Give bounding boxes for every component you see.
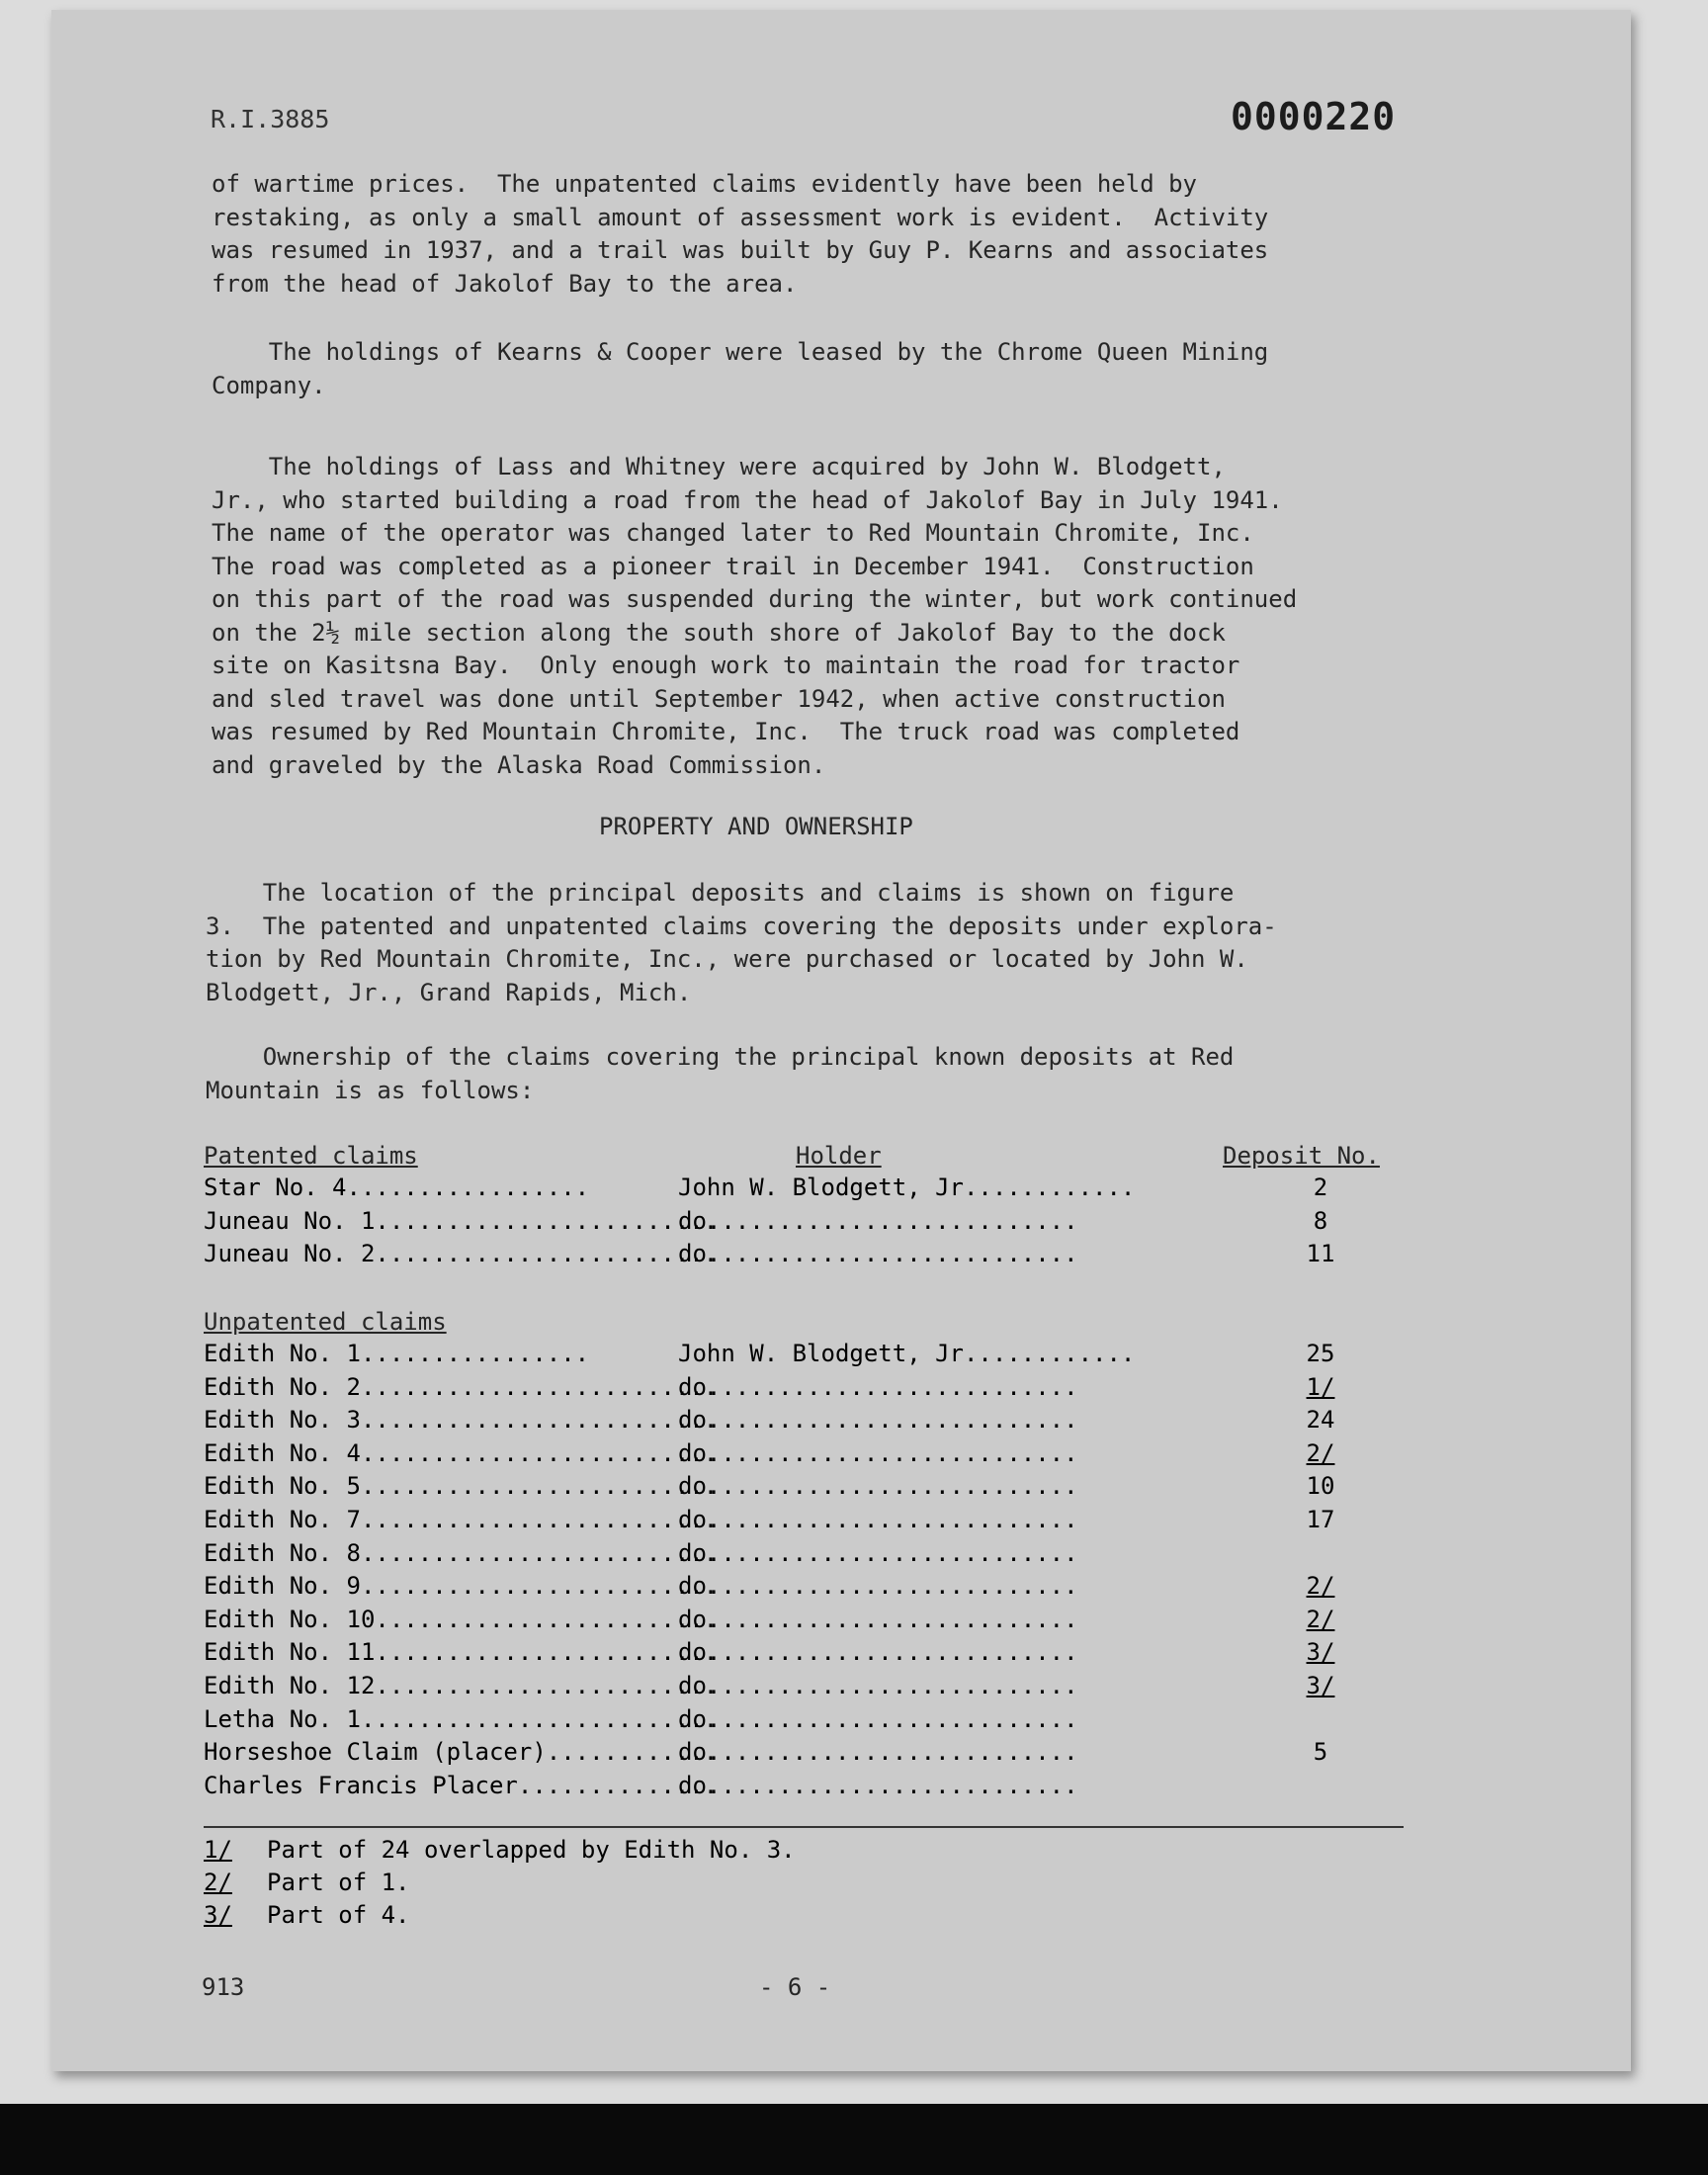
text-line: The name of the operator was changed later to Red Mountain Chromite, Inc. <box>212 519 1254 547</box>
text-line: was resumed by Red Mountain Chromite, Inc. The truck road was completed <box>212 718 1240 745</box>
scan-bottom-border <box>0 2104 1708 2175</box>
footnote <box>204 1836 796 1864</box>
footnote-text: Part of 24 overlapped by Edith No. 3. <box>267 1836 796 1864</box>
table-row <box>204 1506 1429 1538</box>
table-row <box>204 1638 1429 1671</box>
text-line: from the head of Jakolof Bay to the area. <box>212 269 798 298</box>
text-line: on the 2½ mile section along the south shore of Jakolof Bay to the dock <box>212 618 1226 647</box>
deposit-number: 1/ <box>1306 1372 1335 1401</box>
claim-holder: do.......................... <box>678 1472 1078 1501</box>
paragraph-lass-whitney <box>212 451 1297 782</box>
deposit-number: 5 <box>1313 1738 1328 1767</box>
footnote-mark: 1/ <box>204 1836 232 1864</box>
text-line: Mountain is as follows: <box>206 1076 535 1104</box>
text-line: was resumed in 1937, and a trail was built by Guy P. Kearns and associates <box>212 236 1269 264</box>
paragraph-location <box>206 877 1277 1009</box>
claim-name: Edith No. 9......................... <box>204 1572 719 1601</box>
table-row <box>204 1340 1429 1372</box>
text-line: on this part of the road was suspended during the winter, but work continued <box>212 585 1298 613</box>
text-line: The road was completed as a pioneer trail in December 1941. Construction <box>212 552 1254 580</box>
claim-holder: do.......................... <box>678 1771 1078 1799</box>
claim-holder: do.......................... <box>678 1538 1078 1567</box>
paragraph-kearns-cooper <box>212 336 1268 402</box>
claim-holder: do.......................... <box>678 1438 1078 1467</box>
claim-name: Edith No. 3......................... <box>204 1406 719 1435</box>
deposit-number: 3/ <box>1306 1672 1335 1699</box>
deposit-number: 2/ <box>1306 1572 1335 1601</box>
table-row <box>204 1174 1429 1206</box>
text-line: Ownership of the claims covering the principal known deposits at Red <box>206 1043 1235 1071</box>
table-row <box>204 1738 1429 1771</box>
claim-name: Juneau No. 2........................ <box>204 1240 719 1268</box>
claim-name: Edith No. 4......................... <box>204 1438 719 1467</box>
claim-name: Edith No. 7......................... <box>204 1506 719 1533</box>
table-row <box>204 1373 1429 1406</box>
unpatented-claims-heading: Unpatented claims <box>204 1308 447 1336</box>
claim-name: Edith No. 8......................... <box>204 1538 719 1567</box>
text-line: restaking, as only a small amount of assessment work is evident. Activity <box>212 203 1269 231</box>
claim-name: Edith No. 12........................ <box>204 1672 719 1699</box>
table-row <box>204 1572 1429 1605</box>
claim-holder: do.......................... <box>678 1372 1078 1401</box>
deposit-number: 8 <box>1313 1206 1328 1235</box>
deposit-number: 11 <box>1306 1240 1335 1268</box>
column-header-deposit-no: Deposit No. <box>1223 1142 1380 1170</box>
table-row <box>204 1439 1429 1472</box>
text-line: of wartime prices. The unpatented claims evidently have been held by <box>212 170 1197 198</box>
text-line: The location of the principal deposits and claims is shown on figure <box>206 879 1235 907</box>
footnote <box>204 1901 410 1929</box>
text-line: 3. The patented and unpatented claims covering the deposits under explora- <box>206 912 1277 940</box>
text-line: Jr., who started building a road from the head of Jakolof Bay in July 1941. <box>212 485 1283 514</box>
deposit-number: 2/ <box>1306 1605 1335 1633</box>
deposit-number: 2 <box>1313 1174 1328 1201</box>
table-row <box>204 1406 1429 1438</box>
claim-holder: do.......................... <box>678 1206 1078 1235</box>
text-line: Blodgett, Jr., Grand Rapids, Mich. <box>206 978 692 1006</box>
text-line: The holdings of Lass and Whitney were acquired by John W. Blodgett, <box>212 453 1226 480</box>
paragraph-ownership <box>206 1041 1234 1107</box>
table-row <box>204 1207 1429 1240</box>
claim-name: Horseshoe Claim (placer)............ <box>204 1738 719 1767</box>
claim-holder: do.......................... <box>678 1406 1078 1435</box>
claim-holder: do.......................... <box>678 1240 1078 1268</box>
footnote-text: Part of 1. <box>267 1869 410 1896</box>
table-row <box>204 1240 1429 1272</box>
deposit-number: 2/ <box>1306 1438 1335 1467</box>
text-line: Company. <box>212 371 326 399</box>
text-line: tion by Red Mountain Chromite, Inc., were purchased or located by John W. <box>206 945 1248 973</box>
claim-name: Juneau No. 1........................ <box>204 1206 719 1235</box>
deposit-number: 3/ <box>1306 1638 1335 1667</box>
claim-holder: do.......................... <box>678 1605 1078 1633</box>
table-row <box>204 1539 1429 1572</box>
claim-name: Edith No. 5......................... <box>204 1472 719 1501</box>
footnote-divider <box>204 1826 1404 1828</box>
claim-holder: John W. Blodgett, Jr............ <box>678 1340 1136 1367</box>
claim-holder: do.......................... <box>678 1738 1078 1767</box>
column-header-holder: Holder <box>796 1142 882 1170</box>
claim-holder: John W. Blodgett, Jr............ <box>678 1174 1136 1201</box>
deposit-number: 25 <box>1306 1340 1335 1367</box>
table-row <box>204 1472 1429 1505</box>
column-header-patented-claims: Patented claims <box>204 1142 418 1170</box>
claim-holder: do.......................... <box>678 1572 1078 1601</box>
report-id: R.I.3885 <box>211 105 330 133</box>
document-number-stamp: 0000220 <box>1231 95 1397 138</box>
text-line: and graveled by the Alaska Road Commission. <box>212 750 826 779</box>
table-row <box>204 1606 1429 1638</box>
page-code: 913 <box>202 1973 245 2001</box>
claim-holder: do.......................... <box>678 1704 1078 1733</box>
deposit-number: 24 <box>1306 1406 1335 1435</box>
deposit-number: 10 <box>1306 1472 1335 1501</box>
footnote-mark: 2/ <box>204 1869 232 1896</box>
table-row <box>204 1772 1429 1804</box>
claim-name: Edith No. 10........................ <box>204 1605 719 1633</box>
footnote <box>204 1869 410 1896</box>
text-line: and sled travel was done until September 1942, when active construction <box>212 684 1226 713</box>
section-heading: PROPERTY AND OWNERSHIP <box>599 813 913 840</box>
footnote-mark: 3/ <box>204 1901 232 1929</box>
claim-holder: do.......................... <box>678 1638 1078 1667</box>
claim-name: Charles Francis Placer.............. <box>204 1771 719 1799</box>
text-line: site on Kasitsna Bay. Only enough work to maintain the road for tractor <box>212 652 1240 679</box>
text-line: The holdings of Kearns & Cooper were leased by the Chrome Queen Mining <box>212 338 1269 366</box>
claim-name: Letha No. 1......................... <box>204 1704 719 1733</box>
claim-holder: do.......................... <box>678 1506 1078 1533</box>
table-row <box>204 1705 1429 1738</box>
claim-name: Edith No. 1................ <box>204 1340 590 1367</box>
page-number: - 6 - <box>759 1973 831 2001</box>
claim-name: Edith No. 2......................... <box>204 1372 719 1401</box>
claim-holder: do.......................... <box>678 1672 1078 1699</box>
footnote-text: Part of 4. <box>267 1901 410 1929</box>
table-row <box>204 1672 1429 1704</box>
claim-name: Star No. 4................. <box>204 1174 590 1201</box>
paragraph-wartime-prices <box>212 168 1268 301</box>
deposit-number: 17 <box>1306 1506 1335 1533</box>
claim-name: Edith No. 11........................ <box>204 1638 719 1667</box>
